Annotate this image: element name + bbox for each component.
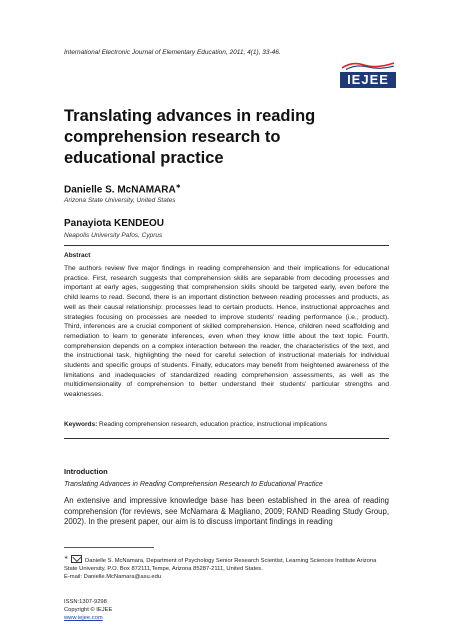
section-heading: Introduction: [64, 467, 108, 476]
publication-info: [64, 598, 112, 622]
author-2-name: Panayiota KENDEOU: [64, 218, 165, 229]
author-1-affiliation: Arizona State University, United States: [64, 197, 176, 204]
author-2-affiliation: Neapolis University Pafos, Cyprus: [64, 232, 163, 239]
abstract-top-rule: [64, 245, 389, 246]
keywords-text: Reading comprehension research, education practice, instructional implications: [97, 421, 328, 428]
author-name-text: Danielle S. McNAMARA: [64, 184, 176, 196]
author-1-name: [64, 183, 181, 195]
abstract-body: The authors review five major findings in reading comprehension and their implications for educational practice. First, research suggests that comprehension skills are separable from decoding processes and important at early ages, suggesting that comprehension skills should be targeted early, even before the child learns to read. Second, there is an important distinction between reading processes and products, as well as their causal relationship: processes lead to certain products. Hence, instructional approaches and strategies focusing on processes are needed to improve students' reading performance (i.e., product). Third, inferences are a crucial component of skilled comprehension. Hence, children need scaffolding and remediation to learn to generate inferences, even when they know little about the text topic. Fourth, comprehension depends on a complex interaction between the reader, the characteristics of the text, and the instructional task, highlighting the need for careful selection of instructional materials for individual students and specific groups of students. Finally, educators may benefit from heightened awareness of the limitations and inadequacies of standardized reading comprehension assessments, as well as the multidimensionality of comprehension to better understand their students' particular strengths and weaknesses.: [64, 265, 389, 399]
iejee-logo: [340, 60, 396, 88]
issn-number: ISSN:1307-9298: [64, 599, 107, 605]
journal-reference: International Electronic Journal of Elementary Education, 2011, 4(1), 33-46.: [64, 49, 281, 56]
abstract-heading: Abstract: [64, 252, 91, 259]
footnote-mark: ∗: [64, 556, 69, 562]
title-line: educational practice: [64, 149, 224, 167]
title-line: Translating advances in reading: [64, 107, 316, 125]
logo-wordmark: IEJEE: [340, 72, 396, 88]
intro-paragraph: An extensive and impressive knowledge base has been established in the area of reading comprehension (for reviews, see McNamara & Magliano, 2009; RAND Reading Study Group, 2002). In the present paper, our aim is to discuss important findings in reading: [64, 496, 389, 526]
logo-waves-icon: [340, 60, 396, 70]
keywords: [64, 421, 389, 428]
journal-website-link[interactable]: www.iejee.com: [64, 615, 103, 621]
footnote-email: E-mail: Danielle.McNamara@asu.edu: [64, 574, 162, 580]
title-line: comprehension research to: [64, 128, 281, 146]
author-footnote-mark: ∗: [175, 184, 181, 190]
paper-title: [64, 106, 374, 169]
envelope-icon: [71, 555, 82, 563]
footnote-affiliation: Danielle S. McNamara, Department of Psychology Senior Research Scientist, Learning Sciences Institute Arizona State University, P.O. Box 872111,Tempe, Arizona 85287-2111, United States.: [64, 558, 377, 572]
section-subtitle: Translating Advances in Reading Comprehension Research to Educational Practice: [64, 481, 323, 488]
footnote: [64, 555, 389, 581]
copyright-notice: Copyright © IEJEE: [64, 607, 113, 613]
footnote-rule: [64, 547, 154, 548]
abstract-bottom-rule: [64, 438, 389, 439]
keywords-label: Keywords:: [64, 421, 98, 428]
